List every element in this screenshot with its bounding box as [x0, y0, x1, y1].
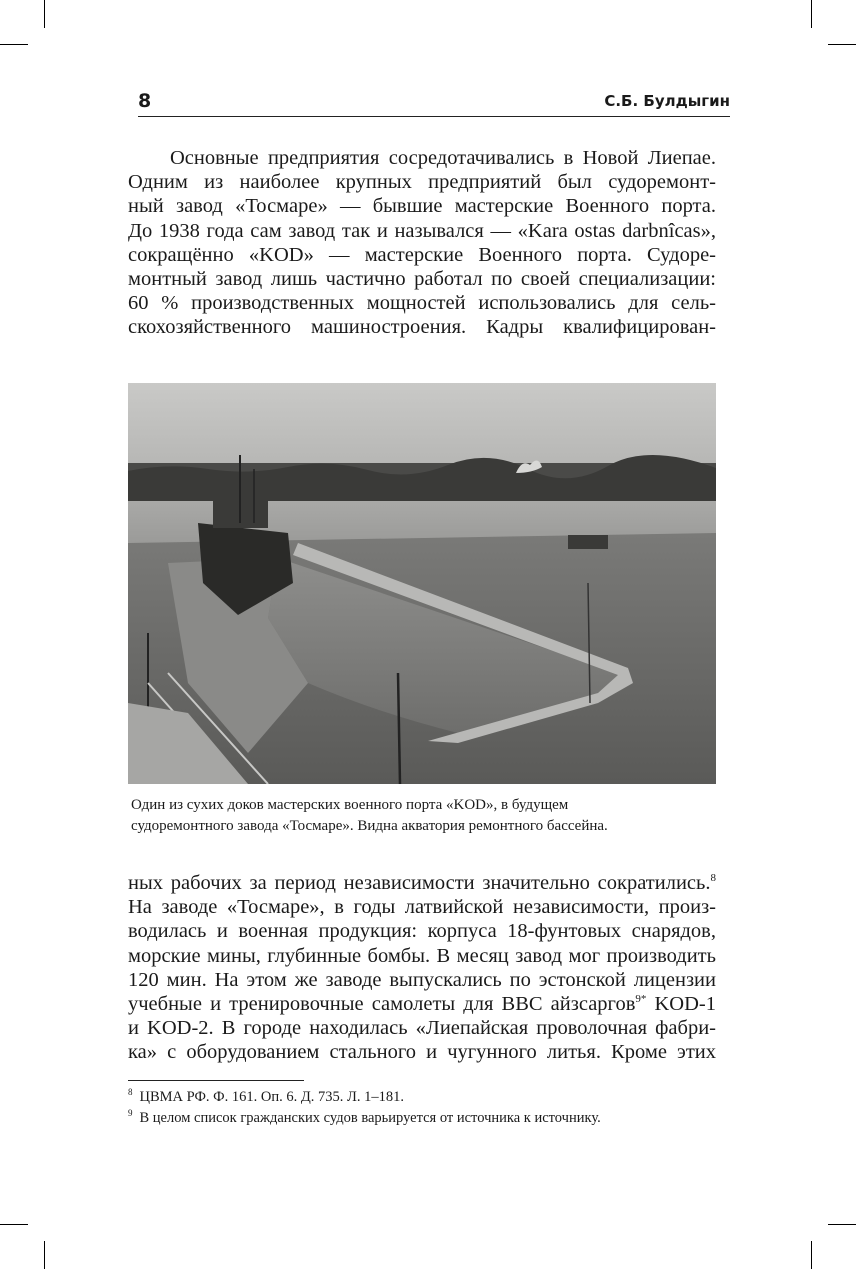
crop-mark — [44, 0, 45, 28]
footnote-text: ЦВМА РФ. Ф. 161. Оп. 6. Д. 735. Л. 1–181. — [139, 1089, 404, 1105]
crop-mark — [828, 44, 856, 45]
crop-mark — [44, 1241, 45, 1269]
text-fragment: учебные и тренировочные самолеты для ВВС айзсаргов — [128, 993, 636, 1016]
footnote-text: В целом список гражданских судов варьируется от источника к источнику. — [139, 1110, 601, 1126]
crop-mark — [811, 0, 812, 28]
running-head-author: С.Б. Булдыгин — [604, 92, 730, 110]
text-line: и KOD-2. В городе находилась «Лиепайская проволочная фабри- — [128, 1017, 716, 1040]
caption-line: Один из сухих доков мастерских военного порта «KOD», в будущем — [131, 797, 569, 813]
text-line: монтный завод лишь частично работал по своей специализации: — [128, 268, 716, 291]
footnote-ref[interactable]: 9* — [635, 993, 647, 1006]
figure-caption — [131, 795, 721, 837]
text-line: сокращённо «KOD» — мастерские Военного порта. Судоре- — [128, 243, 716, 266]
footnote-number: 8 — [128, 1087, 133, 1098]
body-paragraph-1 — [128, 146, 716, 340]
crop-mark — [0, 1224, 28, 1225]
text-line: 60 % производственных мощностей использовались для сель- — [128, 292, 716, 315]
body-paragraph-2 — [128, 871, 716, 1065]
text-line: скохозяйственного машиностроения. Кадры квалифицирован- — [128, 316, 716, 339]
crop-mark — [0, 44, 28, 45]
shed — [568, 535, 608, 549]
footnote — [128, 1108, 601, 1128]
text-line: ка» с оборудованием стального и чугунного литья. Кроме этих — [128, 1041, 716, 1064]
crop-mark — [828, 1224, 856, 1225]
page-number: 8 — [138, 90, 152, 112]
text-line: Одним из наиболее крупных предприятий был судоремонт- — [128, 171, 716, 194]
text-line — [128, 992, 716, 1016]
text-line — [128, 871, 716, 895]
text-line: ный завод «Тосмаре» — бывшие мастерские Военного порта. — [128, 195, 716, 218]
text-line: До 1938 года сам завод так и назывался — «Kara ostas darbnîcas», — [128, 219, 716, 242]
crop-mark — [811, 1241, 812, 1269]
footnote-rule — [128, 1080, 304, 1081]
text-line: 120 мин. На этом же заводе выпускались по эстонской лицензии — [128, 968, 716, 991]
footnote-number: 9 — [128, 1108, 133, 1119]
footnote — [128, 1087, 404, 1107]
caption-line: судоремонтного завода «Тосмаре». Видна акватория ремонтного бассейна. — [131, 818, 608, 834]
text-line: На заводе «Тосмаре», в годы латвийской независимости, произ- — [128, 896, 716, 919]
footnote-ref[interactable]: 8 — [710, 872, 716, 885]
text-line: водилась и военная продукция: корпуса 18-фунтовых снарядов, — [128, 920, 716, 943]
running-header — [138, 88, 730, 117]
text-fragment: KOD-1 — [646, 993, 716, 1016]
dry-dock-photograph — [128, 383, 716, 784]
text-line: Основные предприятия сосредотачивались в Новой Лиепае. — [170, 147, 716, 169]
text-line: морские мины, глубинные бомбы. В месяц завод мог производить — [128, 944, 716, 967]
text-fragment: ных рабочих за период независимости значительно сократились. — [128, 872, 711, 894]
